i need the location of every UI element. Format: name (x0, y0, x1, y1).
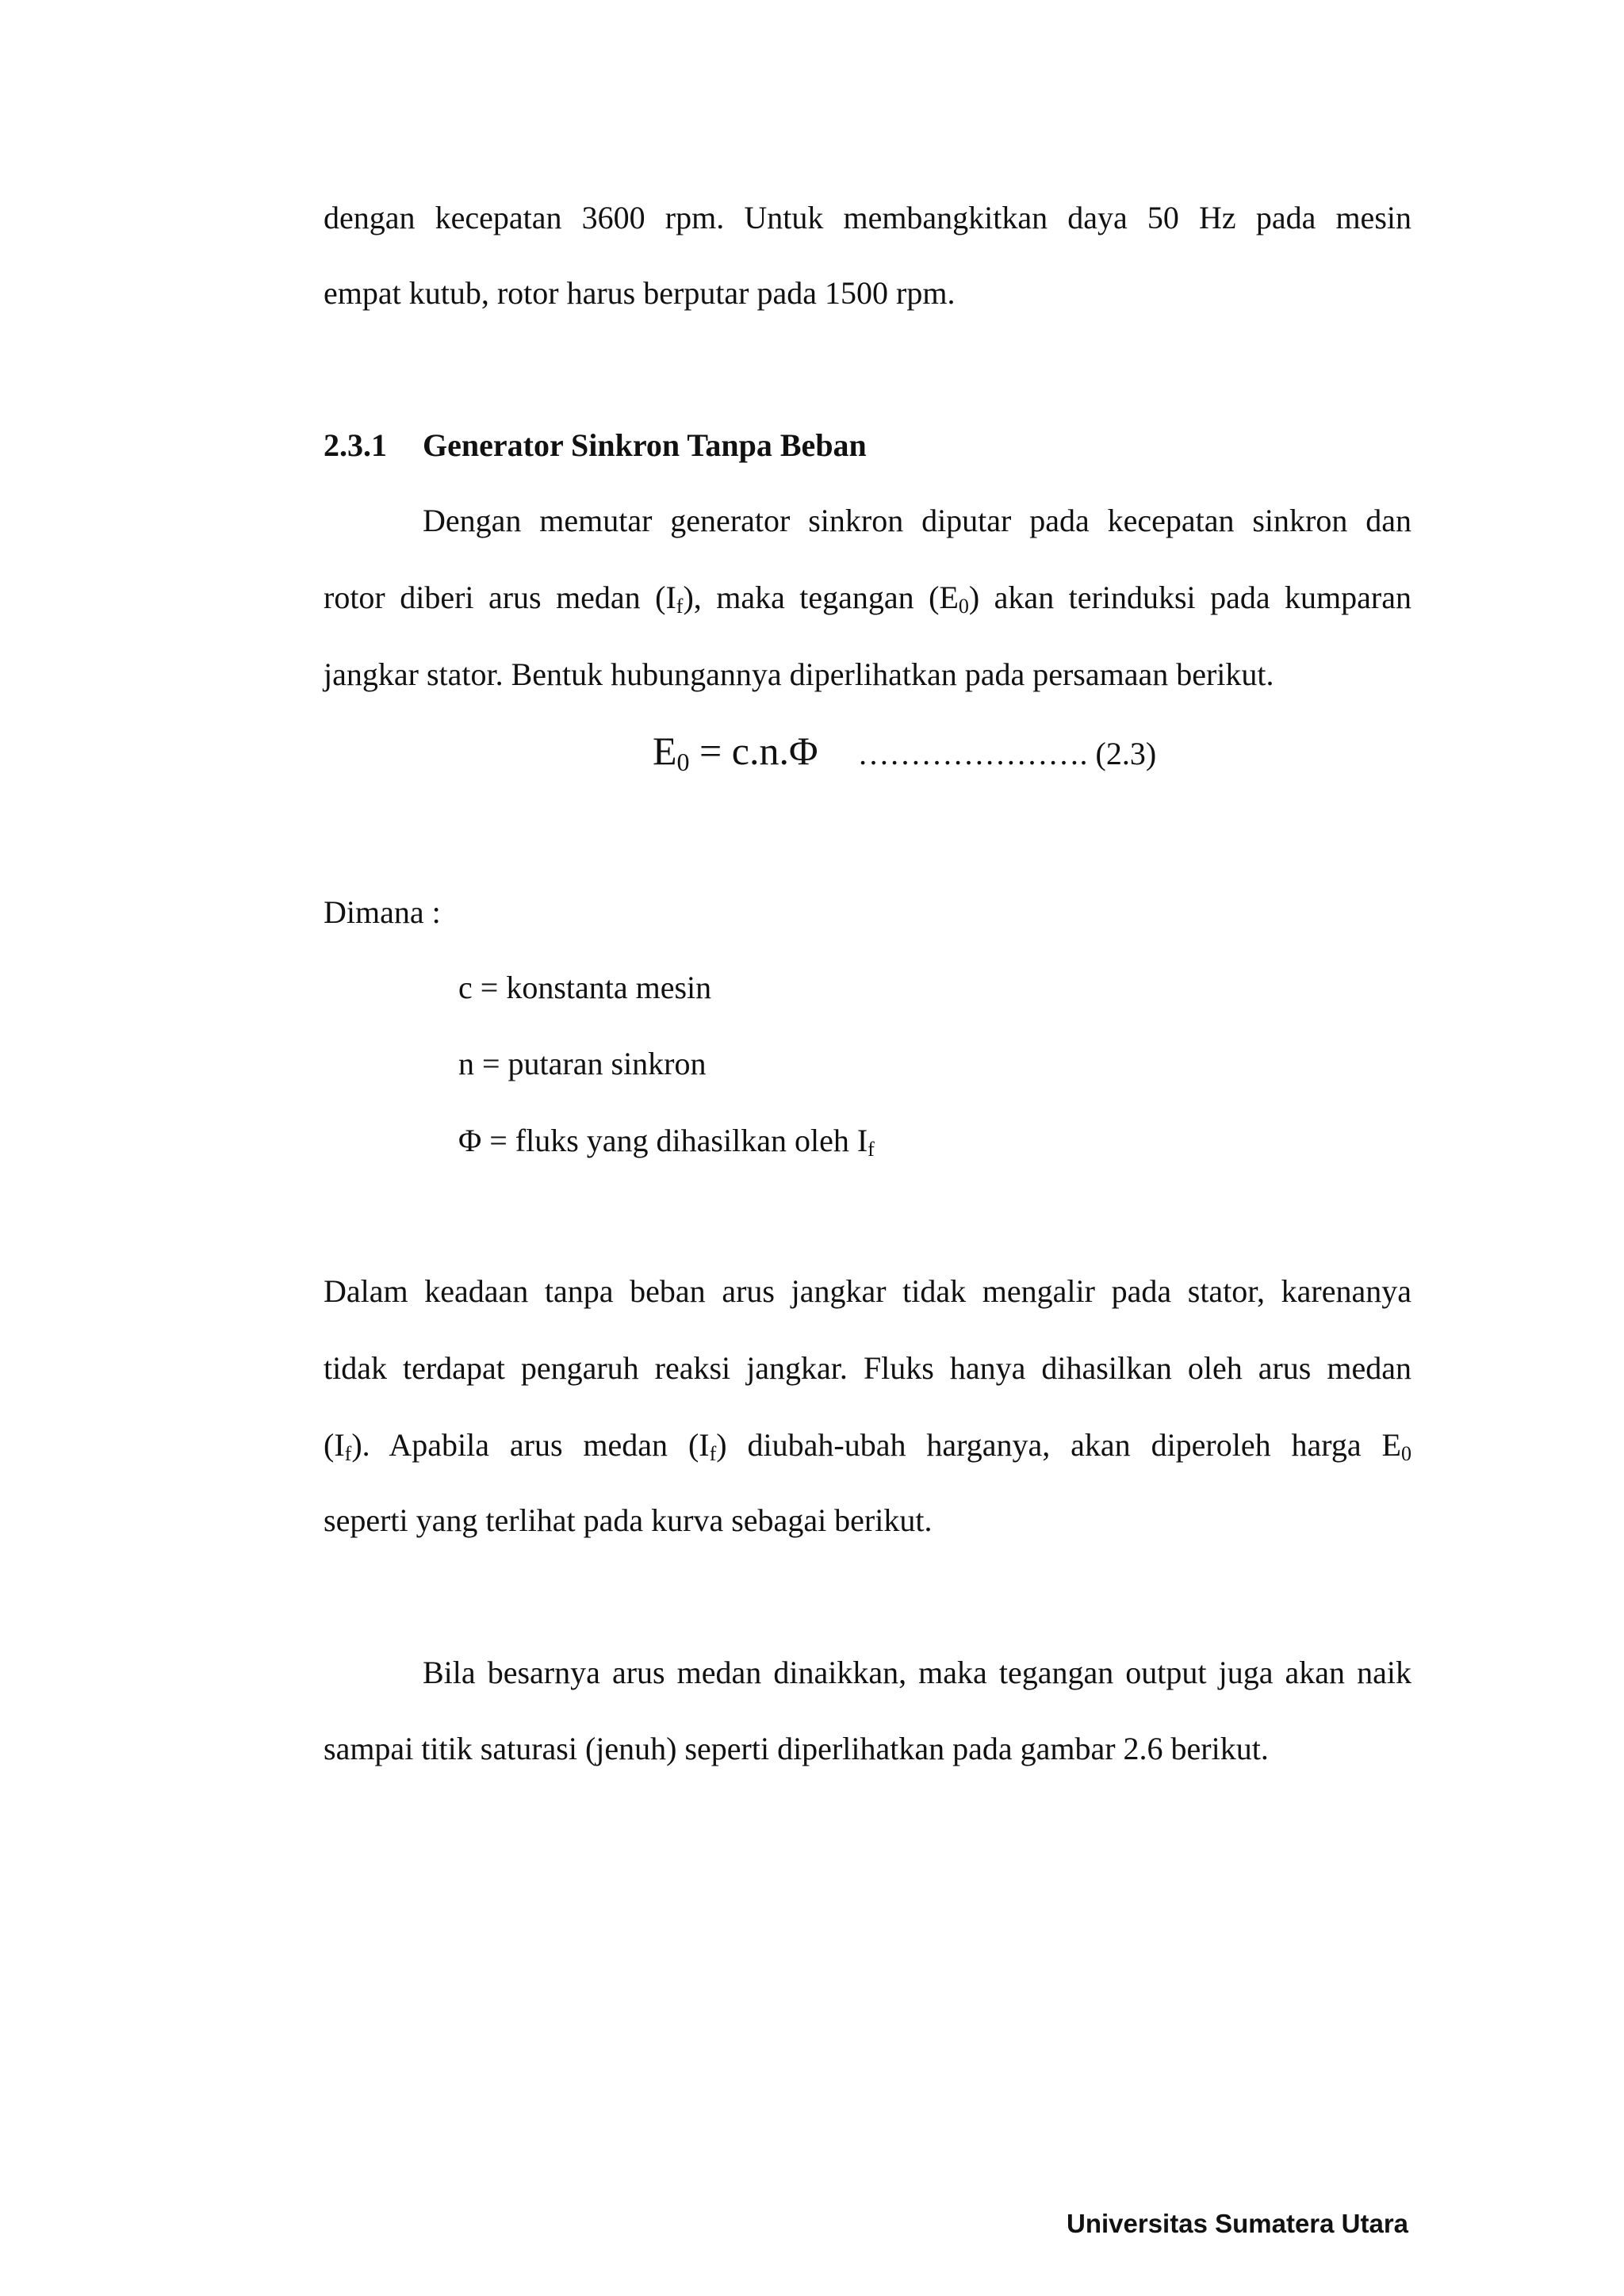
subscript: 0 (1401, 1442, 1411, 1465)
text-line (423, 1654, 1411, 1692)
text-segment: ) diubah-ubah harganya, akan diperoleh harga E (716, 1427, 1401, 1463)
text-line (458, 969, 1546, 1007)
text-segment: ). Apabila arus medan (I (351, 1427, 710, 1463)
text-segment: Dengan memutar generator sinkron diputar pada kecepatan sinkron dan (423, 503, 1411, 538)
equation-number: (2.3) (1095, 736, 1157, 771)
text-segment: (I (324, 1427, 345, 1463)
text-line (423, 502, 1411, 540)
section-number: 2.3.1 (324, 427, 387, 463)
text-segment: rotor diberi arus medan (I (324, 580, 676, 615)
text-segment: Bila besarnya arus medan dinaikkan, maka tegangan output juga akan naik (423, 1655, 1411, 1690)
text-line (324, 1730, 1411, 1768)
text-line (324, 1272, 1411, 1311)
text-segment: seperti yang terlihat pada kurva sebagai berikut. (324, 1502, 933, 1538)
text-line (458, 1122, 1546, 1160)
text-segment: tidak terdapat pengaruh reaksi jangkar. Fluks hanya dihasilkan oleh arus medan (324, 1350, 1411, 1386)
text-line (324, 199, 1411, 237)
text-segment: c = konstanta mesin (458, 970, 712, 1005)
equation-rhs: = c.n.Φ (689, 729, 818, 773)
equation-subscript: 0 (676, 748, 690, 776)
section-title: Generator Sinkron Tanpa Beban (423, 427, 867, 463)
subscript: f (868, 1138, 875, 1161)
equation-lhs: E (653, 729, 677, 773)
footer-university: Universitas Sumatera Utara (1067, 2209, 1409, 2238)
text-segment: n = putaran sinkron (458, 1046, 707, 1081)
text-line (324, 579, 1411, 617)
text-segment: jangkar stator. Bentuk hubungannya diperlihatkan pada persamaan berikut. (324, 656, 1274, 692)
equation-leader-dots: …………………. (857, 736, 1088, 771)
text-segment: dengan kecepatan 3600 rpm. Untuk membangkitkan daya 50 Hz pada mesin (324, 200, 1411, 235)
subscript: f (709, 1442, 717, 1465)
section-heading (324, 427, 1411, 465)
text-segment: Dalam keadaan tanpa beban arus jangkar tidak mengalir pada stator, karenanya (324, 1273, 1411, 1309)
text-line (324, 274, 1411, 312)
subscript: 0 (958, 595, 969, 618)
text-line (324, 1502, 1411, 1540)
text-segment: ) akan terinduksi pada kumparan (968, 580, 1411, 615)
text-line (324, 1426, 1411, 1464)
text-line (324, 656, 1411, 694)
text-segment: sampai titik saturasi (jenuh) seperti diperlihatkan pada gambar 2.6 berikut. (324, 1731, 1269, 1766)
text-segment: Φ = fluks yang dihasilkan oleh I (458, 1123, 868, 1158)
text-segment: ), maka tegangan (E (683, 580, 959, 615)
subscript: f (676, 595, 684, 618)
equation (653, 728, 1156, 774)
text-line (324, 894, 1411, 932)
text-line (458, 1045, 1546, 1083)
text-segment: empat kutub, rotor harus berputar pada 1500 rpm. (324, 275, 956, 311)
text-segment: Dimana : (324, 894, 441, 930)
text-line (324, 1349, 1411, 1387)
subscript: f (344, 1442, 352, 1465)
equation-expression (653, 729, 818, 776)
